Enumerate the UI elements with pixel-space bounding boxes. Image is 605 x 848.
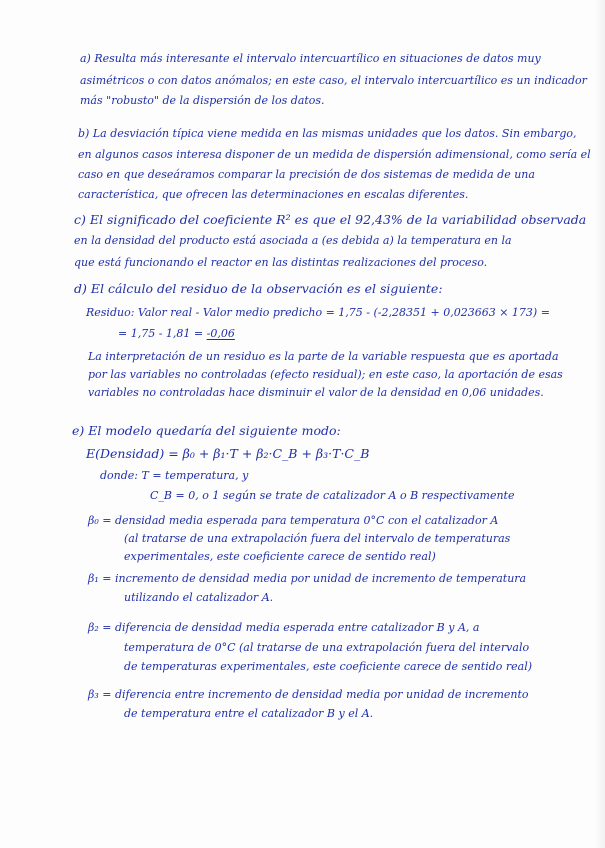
section-e-beta1-line-2: utilizando el catalizador A. bbox=[124, 591, 274, 604]
section-a-line-2: asimétricos o con datos anómalos; en este caso, el intervalo intercuartílico es un indicador bbox=[80, 74, 587, 87]
section-e-model-equation: E(Densidad) = β₀ + β₁·T + β₂·C_B + β₃·T·C_B bbox=[86, 446, 370, 461]
section-e-beta3-line-2: de temperatura entre el catalizador B y el A. bbox=[124, 707, 374, 720]
section-e-beta2-line-2: temperatura de 0°C (al tratarse de una extrapolación fuera del intervalo bbox=[124, 641, 530, 654]
section-e-beta2-line-1: β₂ = diferencia de densidad media esperada entre catalizador B y A, a bbox=[88, 621, 480, 634]
section-c-line-2: en la densidad del producto está asociada a (es debida a) la temperatura en la bbox=[74, 234, 512, 247]
section-e-beta1-line-1: β₁ = incremento de densidad media por unidad de incremento de temperatura bbox=[88, 572, 527, 585]
section-e-beta2-line-3: de temperaturas experimentales, este coeficiente carece de sentido real) bbox=[124, 660, 533, 673]
section-e-beta0-line-2: (al tratarse de una extrapolación fuera del intervalo de temperaturas bbox=[124, 532, 511, 545]
section-e-cb-definition: C_B = 0, o 1 según se trate de catalizador A o B respectivamente bbox=[150, 489, 515, 502]
section-c-line-1: c) El significado del coeficiente R² es que el 92,43% de la variabilidad observada bbox=[74, 212, 587, 227]
section-e-beta0-line-1: β₀ = densidad media esperada para temperatura 0°C con el catalizador A bbox=[88, 514, 499, 527]
section-e-beta3-line-1: β₃ = diferencia entre incremento de densidad media por unidad de incremento bbox=[88, 688, 529, 701]
section-d-line-4: La interpretación de un residuo es la parte de la variable respuesta que es aportada bbox=[88, 350, 559, 363]
section-d-residuo-formula: Residuo: Valor real - Valor medio predicho = 1,75 - (-2,28351 + 0,023663 × 173) = bbox=[86, 306, 550, 319]
section-d-line-1: d) El cálculo del residuo de la observación es el siguiente: bbox=[74, 281, 443, 296]
section-e-beta0-line-3: experimentales, este coeficiente carece de sentido real) bbox=[124, 550, 436, 563]
section-e-donde: donde: T = temperatura, y bbox=[100, 469, 249, 482]
section-d-residuo-result: = 1,75 - 1,81 = -0,06 bbox=[118, 327, 235, 340]
residuo-value: -0,06 bbox=[206, 327, 235, 340]
section-b-line-2: en algunos casos interesa disponer de un medida de dispersión adimensional, como sería el bbox=[78, 148, 591, 161]
section-b-line-4: característica, que ofrecen las determinaciones en escalas diferentes. bbox=[78, 188, 469, 201]
section-a-line-1: a) Resulta más interesante el intervalo intercuartílico en situaciones de datos muy bbox=[80, 52, 541, 65]
section-a-line-3: más "robusto" de la dispersión de los datos. bbox=[80, 94, 325, 107]
section-c-line-3: que está funcionando el reactor en las distintas realizaciones del proceso. bbox=[74, 256, 488, 269]
section-e-line-1: e) El modelo quedaría del siguiente modo: bbox=[72, 423, 341, 438]
section-d-line-6: variables no controladas hace disminuir el valor de la densidad en 0,06 unidades. bbox=[88, 386, 544, 399]
section-b-line-1: b) La desviación típica viene medida en las mismas unidades que los datos. Sin embargo, bbox=[78, 127, 577, 140]
page-edge-shadow bbox=[595, 0, 605, 848]
section-b-line-3: caso en que deseáramos comparar la precisión de dos sistemas de medida de una bbox=[78, 168, 535, 181]
section-d-line-5: por las variables no controladas (efecto residual); en este caso, la aportación de esas bbox=[88, 368, 563, 381]
